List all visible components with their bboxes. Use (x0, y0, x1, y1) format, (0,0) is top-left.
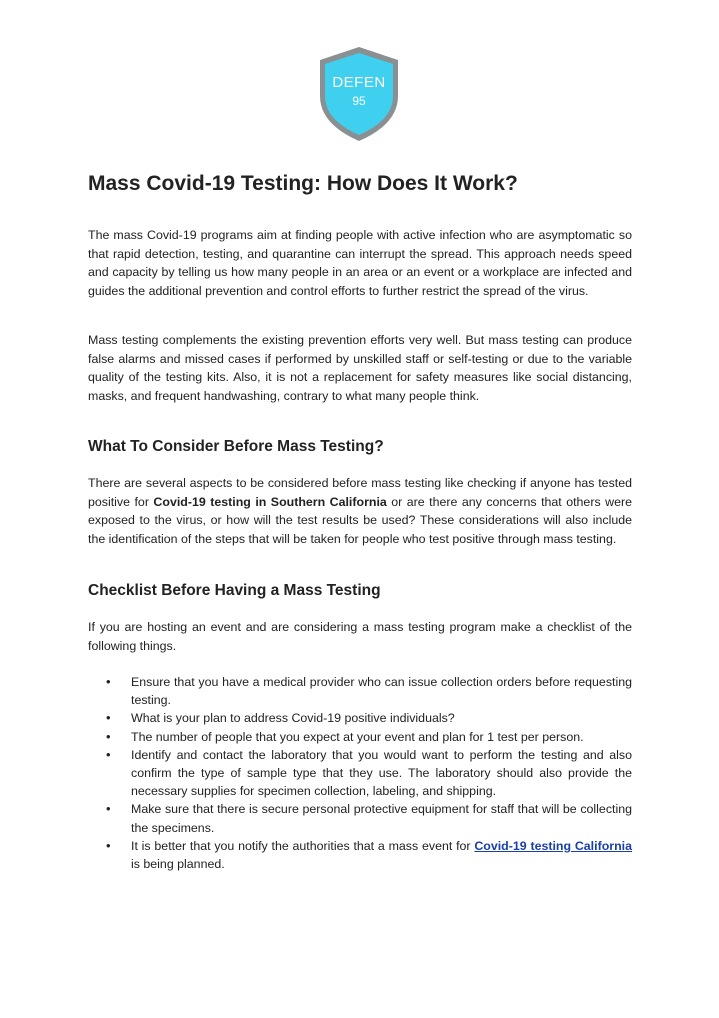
list-item (88, 837, 632, 873)
page-title: Mass Covid-19 Testing: How Does It Work? (88, 172, 518, 195)
section-heading-considerations: What To Consider Before Mass Testing? (88, 438, 384, 455)
list-item: • Ensure that you have a medical provider who can issue collection orders before requesting testing. (88, 673, 632, 709)
list-item: • The number of people that you expect at your event and plan for 1 test per person. (88, 728, 632, 746)
intro-paragraph-2: Mass testing complements the existing prevention efforts very well. But mass testing can produce false alarms and missed cases if performed by unskilled staff or self-testing or due to the variable quality of the testing kits. Also, it is not a replacement for safety measures like social distancing, masks, and frequent handwashing, contrary to what many people think. (88, 333, 632, 403)
considerations-text-end: or are there any concerns that others were exposed to the virus, or how will the test results be used? These considerations will also include the identification of the steps that will be taken for people who test positive through mass testing. (88, 494, 632, 546)
section-heading-checklist: Checklist Before Having a Mass Testing (88, 582, 381, 599)
covid-testing-california-link[interactable]: Covid-19 testing California (474, 838, 632, 853)
last-item-text-end: is being planned. (131, 857, 225, 872)
defen-95-logo (316, 44, 402, 144)
list-item: • Identify and contact the laboratory that you would want to perform the testing and also confirm the type of sample type that they use. The laboratory should also provide the necessary supplies for specimen collection, labeling, and shipping. (88, 746, 632, 801)
considerations-bold-phrase: Covid-19 testing in Southern California (153, 494, 387, 509)
considerations-paragraph (88, 474, 632, 548)
intro-paragraph-1: The mass Covid-19 programs aim at finding people with active infection who are asymptomatic so that rapid detection, testing, and quarantine can interrupt the spread. This approach needs speed and capacity by telling us how many people in an area or an event or a workplace are infected and guides the additional prevention and control efforts to further restrict the spread of the virus. (88, 228, 632, 298)
considerations-text-start: There are several aspects to be considered before mass testing like checking if anyone has tested positive for (88, 476, 632, 509)
logo-text-95: 95 (352, 94, 366, 108)
list-item: • Make sure that there is secure personal protective equipment for staff that will be collecting the specimens. (88, 800, 632, 836)
list-item: • What is your plan to address Covid-19 positive individuals? (88, 709, 632, 727)
logo-text-defen: DEFEN (332, 74, 386, 91)
checklist-intro: If you are hosting an event and are considering a mass testing program make a checklist of the following things. (88, 620, 632, 653)
checklist (88, 673, 632, 873)
last-item-text-start: It is better that you notify the authorities that a mass event for (131, 838, 475, 853)
